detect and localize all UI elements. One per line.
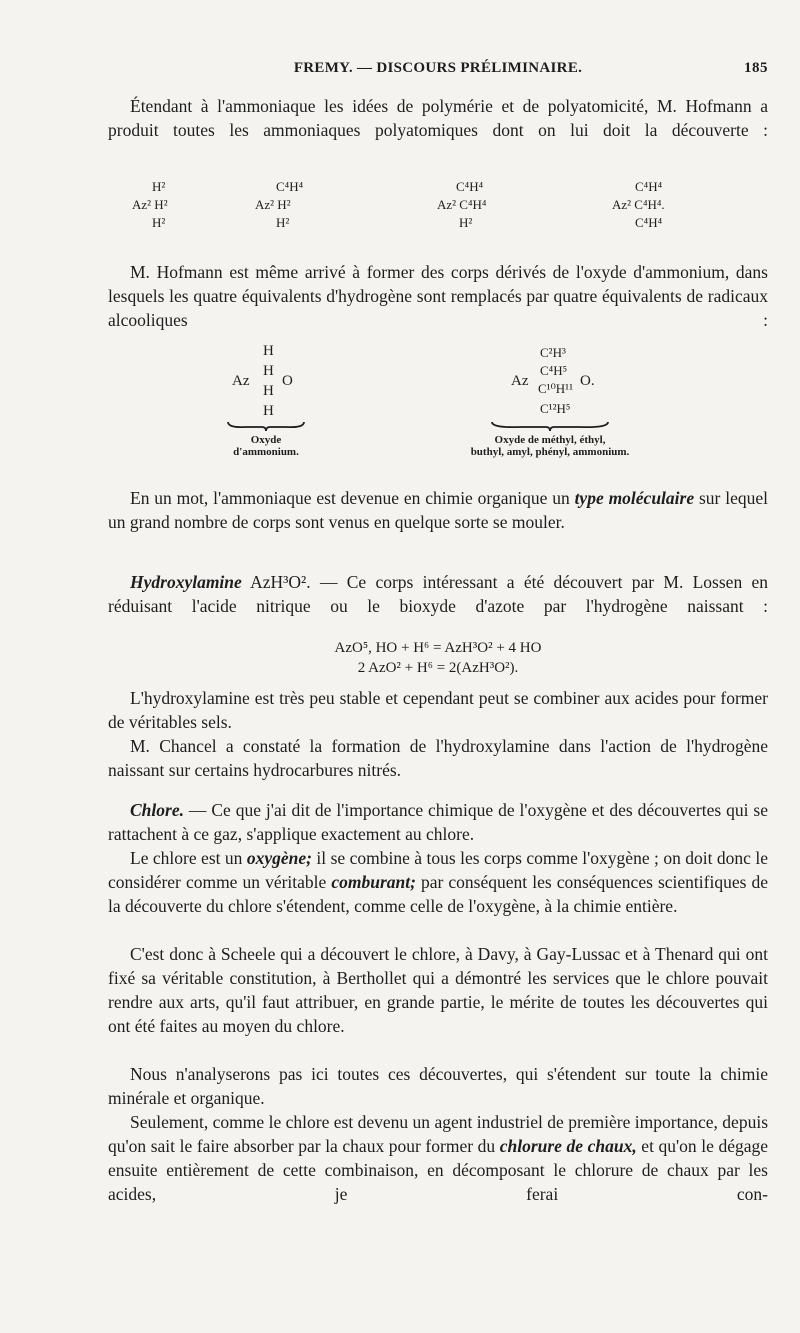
radical-az: Az — [511, 373, 529, 389]
text-run: Le chlore est un — [130, 848, 247, 868]
equation-2: 2 AzO² + H⁶ = 2(AzH³O²). — [357, 660, 519, 676]
running-title: FREMY. — DISCOURS PRÉLIMINAIRE. — [293, 60, 583, 76]
paragraph-comburant — [108, 846, 768, 918]
paragraph-molecular-type — [108, 486, 768, 534]
radicals-caption-line-2: buthyl, amyl, phényl, ammonium. — [470, 446, 630, 458]
formula-3-top: C⁴H⁴ — [456, 179, 484, 194]
emphasis-chlorure-de-chaux: chlorure de chaux, — [499, 1136, 637, 1156]
text-run: Seulement, comme le chlore est devenu un agent industriel de première importance, depuis qu'on sait le faire absorber par la chaux pour former du — [108, 1112, 768, 1156]
paragraph-scheele — [108, 942, 768, 1038]
oxide-h-top: H — [263, 343, 274, 359]
paragraph-text: Étendant à l'ammoniaque les idées de polymérie et de polyatomicité, M. Hofmann a produit toutes les ammoniaques polyatomiques dont on lui doit la découverte : — [108, 96, 768, 140]
formula-2-bot: H² — [276, 215, 290, 230]
paragraph-ammonium-oxide — [108, 260, 768, 332]
paragraph-text: M. Hofmann est même arrivé à former des corps dérivés de l'oxyde d'ammonium, dans lesquels les quatre équivalents d'hydrogène sont remplacés par quatre équivalents de radicaux alcooliques : — [108, 262, 768, 330]
formula-2-top: C⁴H⁴ — [276, 179, 304, 194]
paragraph-text: L'hydroxylamine est très peu stable et cependant peut se combiner aux acides pour former de véritables sels. — [108, 688, 768, 732]
radicals-caption-line-1: Oxyde de méthyl, éthyl, — [494, 434, 606, 446]
radical-3: C¹⁰H¹¹ — [538, 381, 573, 396]
paragraph-ammonias — [108, 94, 768, 142]
formula-4-top: C⁴H⁴ — [635, 179, 663, 194]
oxide-o: O — [282, 373, 293, 389]
text-run: il se combine à tous les corps comme l'oxygène ; on doit donc le considérer comme un véritable — [108, 848, 768, 892]
radicals-caption — [430, 434, 670, 458]
oxide-caption-line-2: d'ammonium. — [233, 446, 299, 458]
formula-hydroxylamine: AzH³O². — [241, 572, 311, 592]
emphasis-comburant: comburant; — [331, 872, 416, 892]
oxide-caption — [206, 434, 326, 458]
text-run: — Ce que j'ai dit de l'importance chimique de l'oxygène et des découvertes qui se rattachent à ce gaz, s'applique exactement au chlore. — [108, 800, 768, 844]
oxide-az: Az — [232, 373, 250, 389]
formula-4-mid: Az² C⁴H⁴. — [612, 197, 665, 212]
text-run: et qu'on le dégage ensuite entièrement de cette combinaison, en décomposant le chlorure de chaux par les acides, je ferai con- — [108, 1136, 768, 1204]
page-header — [108, 60, 768, 82]
formula-1-bot: H² — [152, 215, 166, 230]
text-run: — Ce corps intéressant a été découvert par M. Lossen en réduisant l'acide nitrique ou le bioxyde d'azote par l'hydrogène naissant : — [108, 572, 768, 616]
formula-3-bot: H² — [459, 215, 473, 230]
paragraph-chlorure — [108, 1110, 768, 1206]
formula-2-mid: Az² H² — [255, 197, 291, 212]
text-run: sur lequel un grand nombre de corps sont venus en quelque sorte se mouler. — [108, 488, 768, 532]
equation-1: AzO⁵, HO + H⁶ = AzH³O² + 4 HO — [334, 640, 542, 656]
oxide-caption-line-1: Oxyde — [250, 434, 282, 446]
radical-o: O. — [580, 373, 595, 389]
text-run: par conséquent les conséquences scientifiques de la découverte du chlore s'étendent, comme celle de l'oxygène, à la chimie entière. — [108, 872, 768, 916]
formula-3-mid: Az² C⁴H⁴ — [437, 197, 487, 212]
paragraph-chlore — [108, 798, 768, 846]
formula-1-mid: Az² H² — [132, 197, 168, 212]
section-title-chlore: Chlore. — [130, 800, 184, 820]
paragraph-text: C'est donc à Scheele qui a découvert le chlore, à Davy, à Gay-Lussac et à Thenard qui ont fixé sa véritable constitution, à Berthollet qui a démontré les services que le chlore pouvait rendre aux arts, qu'il faut attribuer, en grande partie, le mérite de toutes les découvertes qui ont été faites au moyen du chlore. — [108, 944, 768, 1036]
section-title-hydroxylamine: Hydroxylamine — [130, 572, 242, 592]
oxide-h-bot: H — [263, 403, 274, 419]
paragraph-stability — [108, 686, 768, 734]
radical-1: C²H³ — [540, 345, 566, 360]
emphasis-oxygene: oxygène; — [246, 848, 312, 868]
oxide-h-1: H — [263, 363, 274, 379]
oxide-h-2: H — [263, 383, 274, 399]
right-brace — [490, 420, 610, 432]
paragraph-text: Nous n'analyserons pas ici toutes ces découvertes, qui s'étendent sur toute la chimie minérale et organique. — [108, 1064, 768, 1108]
text-run: En un mot, l'ammoniaque est devenue en chimie organique un — [130, 488, 575, 508]
emphasis-type-moleculaire: type moléculaire — [574, 488, 695, 508]
formula-1-top: H² — [152, 179, 166, 194]
paragraph-analysis — [108, 1062, 768, 1110]
formula-4-bot: C⁴H⁴ — [635, 215, 663, 230]
left-brace — [226, 420, 306, 432]
paragraph-chancel — [108, 734, 768, 782]
paragraph-hydroxylamine — [108, 570, 768, 618]
radical-2: C⁴H⁵ — [540, 363, 568, 378]
paragraph-text: M. Chancel a constaté la formation de l'hydroxylamine dans l'action de l'hydrogène naissant sur certains hydrocarbures nitrés. — [108, 736, 768, 780]
radical-4: C¹²H⁵ — [540, 401, 571, 416]
page-number: 185 — [744, 60, 768, 76]
